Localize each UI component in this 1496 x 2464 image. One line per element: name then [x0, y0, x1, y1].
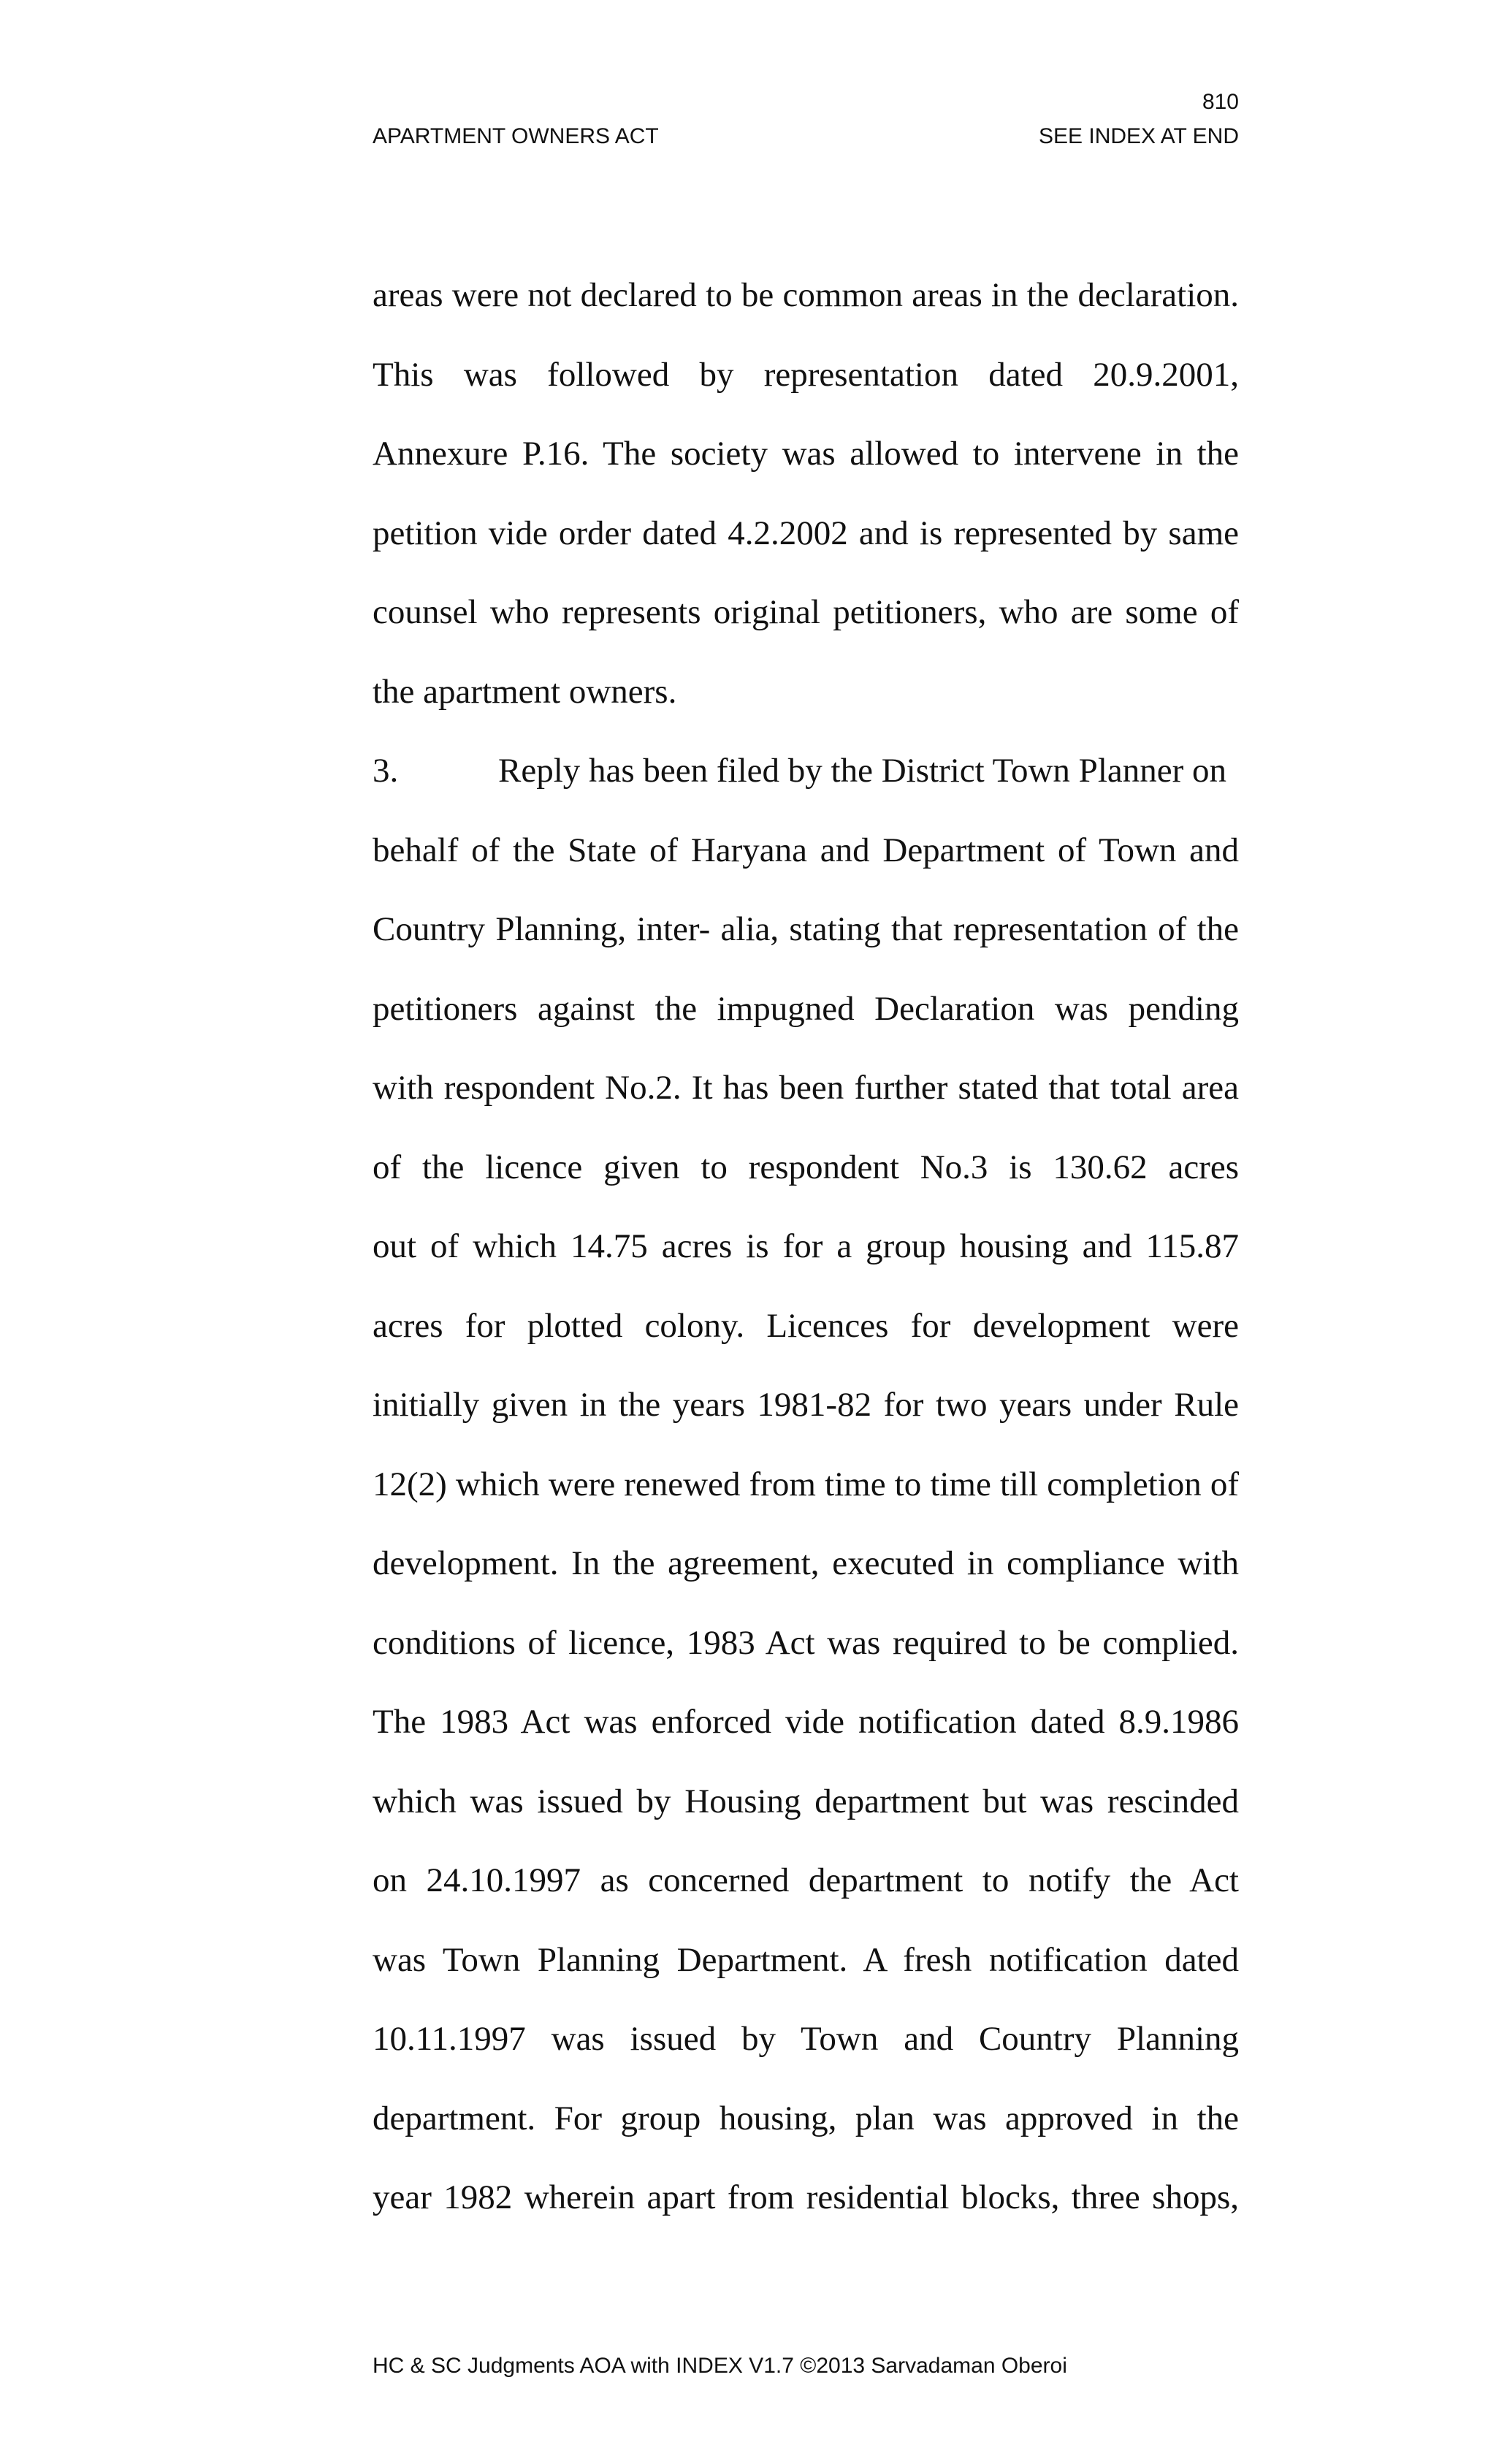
body-line: conditions of licence, 1983 Act was required to be complied. [373, 1623, 1239, 1662]
body-line: behalf of the State of Haryana and Department of Town and [373, 831, 1239, 869]
body-line: This was followed by representation dated 20.9.2001, [373, 355, 1239, 394]
body-line: year 1982 wherein apart from residential blocks, three shops, [373, 2178, 1239, 2216]
body-line: petitioners against the impugned Declaration was pending [373, 989, 1239, 1028]
body-line: out of which 14.75 acres is for a group housing and 115.87 [373, 1227, 1239, 1265]
body-line: counsel who represents original petitioners, who are some of [373, 593, 1239, 631]
body-line: acres for plotted colony. Licences for development were [373, 1306, 1239, 1345]
body-line: with respondent No.2. It has been further stated that total area [373, 1069, 1239, 1107]
body-line: the apartment owners. [373, 672, 677, 711]
body-line: development. In the agreement, executed in compliance with [373, 1544, 1239, 1582]
body-line: was Town Planning Department. A fresh notification dated [373, 1940, 1239, 1979]
paragraph-3-opening-text: Reply has been filed by the District Town Planner on [498, 752, 1227, 790]
body-line: initially given in the years 1981-82 for two years under Rule [373, 1386, 1239, 1424]
body-line: petition vide order dated 4.2.2002 and is represented by same [373, 514, 1239, 552]
body-line: Annexure P.16. The society was allowed to intervene in the [373, 435, 1239, 473]
paragraph-number: 3. [373, 752, 399, 790]
footer-copyright: HC & SC Judgments AOA with INDEX V1.7 ©2013 Sarvadaman Oberoi [373, 2354, 1067, 2378]
running-header-title: APARTMENT OWNERS ACT [373, 124, 659, 148]
body-line: on 24.10.1997 as concerned department to notify the Act [373, 1861, 1239, 1899]
body-line: 10.11.1997 was issued by Town and Country Planning [373, 2020, 1239, 2058]
running-header-index-note: SEE INDEX AT END [1039, 124, 1239, 148]
body-line: of the licence given to respondent No.3 is 130.62 acres [373, 1148, 1239, 1186]
body-line: 12(2) which were renewed from time to time till completion of [373, 1465, 1239, 1503]
document-body [373, 256, 1239, 2238]
body-line: areas were not declared to be common areas in the declaration. [373, 276, 1239, 314]
body-line: which was issued by Housing department but was rescinded [373, 1782, 1239, 1820]
body-line: department. For group housing, plan was approved in the [373, 2099, 1239, 2137]
body-line: The 1983 Act was enforced vide notification dated 8.9.1986 [373, 1703, 1239, 1741]
body-line: Country Planning, inter- alia, stating that representation of the [373, 910, 1239, 948]
paragraph-3-first-line [373, 731, 1239, 811]
page-number: 810 [1202, 90, 1239, 114]
